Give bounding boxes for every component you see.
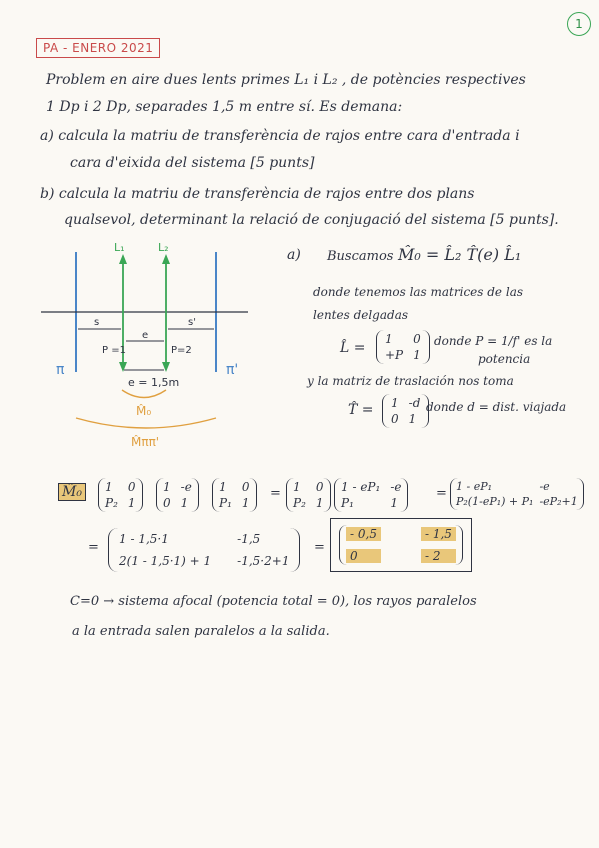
translation-matrix-c: 0 [391,412,399,426]
translation-matrix-a: 1 [391,396,399,410]
lens2-label: L₂ [158,241,169,254]
matrix-l2-repeat-c: P₂ [293,496,306,510]
conclusion-line-1: C=0 → sistema afocal (potencia total = 0), los rayos paralelos [70,594,477,609]
lens-matrix [376,330,430,364]
m0-lhs: M̂₀ [58,483,86,501]
matrix-product-full [450,478,584,510]
translation-matrix-b: -d [408,396,421,410]
page-number-badge: 1 [567,12,591,36]
matrix-partial-d: 1 [390,496,398,510]
matrix-partial-a: 1 - eP₁ [341,480,381,494]
lens-matrix-c: +P [385,348,404,362]
lens1-label: L₁ [114,241,125,254]
equals-4: = [314,540,325,555]
p2-label: P=2 [171,345,192,356]
mpi-label: M̂ππ' [131,435,160,449]
matrix-l2-repeat-b: 0 [315,480,324,494]
matrix-numeric-b: -1,5 [237,532,261,546]
matrix-t-c: 0 [163,496,171,510]
lens2-arrow-bottom [162,362,170,372]
matrix-l2 [98,478,143,512]
m0-formula: M̂₀ = L̂₂ T̂(e) L̂₁ [398,245,522,264]
s-label: s [94,317,100,328]
e-label: e [142,330,149,341]
matrix-numeric-d: -1,5·2+1 [237,554,290,568]
matrix-t-b: -e [180,480,192,494]
lens-text-1: donde tenemos las matrices de las [313,285,523,299]
problem-line-1: Problem en aire dues lents primes L₁ i L₂ , de potències respectives [46,72,526,88]
result-matrix [330,518,472,572]
matrix-l1-d: 1 [241,496,250,510]
result-c: 0 [346,549,381,563]
matrix-t-a: 1 [163,480,171,494]
matrix-l2-repeat-d: 1 [315,496,324,510]
donde-p-text: donde P = 1/f' es la [434,334,553,348]
result-a: - 0,5 [346,527,381,541]
lens-text-2: lentes delgadas [313,308,409,322]
lens-eq-label: L̂ = [340,340,366,356]
matrix-partial-b: -e [390,480,402,494]
matrix-numeric-a: 1 - 1,5·1 [119,532,169,546]
matrix-product-partial [334,478,408,512]
matrix-l1-a: 1 [219,480,227,494]
matrix-l1 [212,478,257,512]
matrix-l2-b: 0 [127,480,136,494]
part-b-line-2: qualsevol, determinant la relació de conjugació del sistema [5 punts]. [64,212,559,228]
matrix-t-d: 1 [180,496,189,510]
buscamos-text: Buscamos [327,249,394,264]
matrix-l1-b: 0 [241,480,250,494]
p1-label: P =1 [102,345,126,356]
pi-prime-label: π' [226,362,239,378]
e-value-label: e = 1,5m [128,376,180,389]
problem-line-2: 1 Dp i 2 Dp, separades 1,5 m entre sí. Es demana: [46,99,403,115]
lens1-arrow-top [119,254,127,264]
lens1-arrow-bottom [119,362,127,372]
part-b-line-1: b) calcula la matriu de transferència de rajos entre dos plans [40,186,475,202]
matrix-full-b: -e [539,480,550,493]
equals-2: = [436,486,447,501]
matrix-numeric-c: 2(1 - 1,5·1) + 1 [119,554,212,568]
lens-matrix-b: 0 [413,332,421,346]
s-prime-label: s' [188,317,196,328]
result-b: - 1,5 [421,527,456,541]
translation-matrix [382,394,429,428]
translation-donde-text: donde d = dist. viajada [426,400,567,414]
translation-text: y la matriz de traslación nos toma [307,374,514,388]
equals-3: = [88,540,99,555]
exam-header-tag: PA - ENERO 2021 [36,38,160,58]
part-a-line-1: a) calcula la matriu de transferència de rajos entre cara d'entrada i [40,128,520,144]
lens-system-diagram [36,240,276,450]
matrix-t [156,478,199,512]
pi-label: π [56,362,65,378]
lens-matrix-a: 1 [385,332,393,346]
matrix-l2-c: P₂ [105,496,118,510]
matrix-l2-a: 1 [105,480,113,494]
conclusion-line-2: a la entrada salen paralelos a la salida. [72,624,330,639]
matrix-numeric [108,528,300,572]
part-a-line-2: cara d'eixida del sistema [5 punts] [70,155,315,171]
matrix-partial-c: P₁ [341,496,354,510]
matrix-l2-repeat [286,478,331,512]
m0-label: M̂₀ [136,404,152,418]
mpi-brace [76,418,216,428]
matrix-full-a: 1 - eP₁ [456,480,493,493]
solution-a-head: a) [287,247,301,263]
potencia-text: potencia [478,352,531,366]
translation-matrix-d: 1 [408,412,417,426]
lens2-arrow-top [162,254,170,264]
matrix-l1-c: P₁ [219,496,232,510]
lens-matrix-d: 1 [413,348,421,362]
matrix-full-c: P₂(1-eP₁) + P₁ [456,495,534,508]
matrix-l2-repeat-a: 1 [293,480,301,494]
m0-brace [122,390,166,398]
equals-1: = [270,486,281,501]
matrix-l2-d: 1 [127,496,136,510]
matrix-full-d: -eP₂+1 [539,495,578,508]
result-d: - 2 [421,549,456,563]
translation-eq-label: T̂ = [348,402,374,418]
